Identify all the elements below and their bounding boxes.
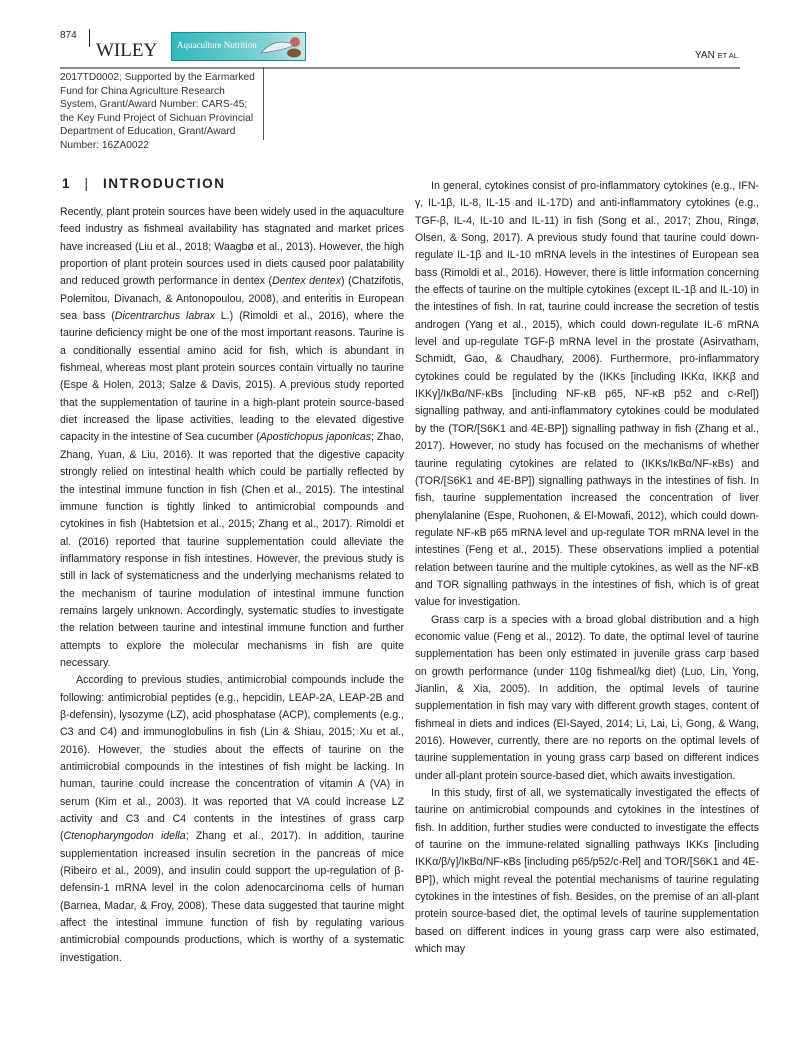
journal-logo <box>171 32 306 61</box>
species-name: Dentex dentex <box>272 275 341 288</box>
species-name: Dicentrarchus labrax <box>114 310 215 323</box>
species-name: Apostichopus japonicas <box>259 431 372 444</box>
body-paragraph <box>60 204 404 672</box>
body-paragraph <box>415 785 759 958</box>
page-number: 874 <box>60 30 77 41</box>
right-column <box>415 178 759 958</box>
paragraph-text: According to previous studies, antimicrobial compounds include the following: antimicrobial peptides (e.g., hepcidin, LEAP-2A, LEAP-2B and β-defensin), lysozyme (LZ), acid phosphatase (ACP), complements (e.g., C3 and C4) and immunoglobulins in fish (Lin & Shiau, 2015; Xu et al., 2016). However, the studies about the effects of taurine on the antimicrobial compounds in the intestines of fish might be lacking. In human, taurine could increase the concentration of vitamin A (VA) in serum (Kim et al., 2003). It was reported that VA could increase LZ activity and C3 and C4 contents in the intestines of grass carp ( <box>60 674 404 843</box>
section-number: 1 <box>62 176 72 191</box>
paragraph-text: ) (Chatzifotis, Polemitou, Divanach, & Antonopoulou, 2008), and enteritis in European sea bass ( <box>60 275 404 323</box>
body-paragraph <box>415 612 759 785</box>
section-heading <box>62 176 226 192</box>
funding-divider <box>263 67 264 140</box>
funding-information: 2017TD0002; Supported by the Earmarked Fund for China Agriculture Research System, Grant/Award Number: CARS-45; the Key Fund Project of Sichuan Provincial Department of Education, Grant/Award Number: 16ZA0022 <box>60 72 255 151</box>
left-column <box>60 204 404 967</box>
running-head-author: YAN <box>695 50 715 61</box>
paragraph-text: ; Zhao, Zhang, Yuan, & Liu, 2016). It was reported that the digestive capacity strongly relied on intestinal health which could be partially reflected by the intestinal immune function in fish (Chen et al., 2015). The intestinal immune function is tightly linked to antimicrobial compounds and cytokines in fish (Habtetsion et al., 2015; Zhang et al., 2017). Rimoldi et al. (2016) reported that taurine supplementation could alleviate the inflammatory response in fish intestines. However, the previous study is still in lack of systematicness and the underlying mechanisms related to the mechanism of taurine modulation of intestinal immune function remains largely unknown. Accordingly, systematic studies to investigate the relation between taurine and intestinal immune function and further attempts to explore the molecular mechanisms in fish are quite necessary. <box>60 431 405 669</box>
journal-logo-text: Aquaculture Nutrition <box>177 40 257 50</box>
paragraph-text: Grass carp is a species with a broad global distribution and a high economic value (Feng et al., 2012). To date, the optimal level of taurine supplementation has been only estimated in juvenile grass carp based on growth performance (under 110g fishmeal/kg diet) (Luo, Lin, Yong, Jianlin, & Xia, 2005). In addition, the optimal levels of taurine supplementation in fish may vary with different growth stages, content of fishmeal in diets and indices (El-Sayed, 2014; Li, Lai, Li, Gong, & Wang, 2016). However, currently, there are no reports on the optimal levels of taurine supplementation in young grass carp based on different indices under all-plant protein source-based diet, which awaits investigation. <box>415 613 759 782</box>
fish-icon <box>259 35 303 58</box>
section-separator: | <box>84 176 90 191</box>
running-head <box>695 50 740 61</box>
body-paragraph <box>415 178 759 612</box>
paragraph-text: In this study, first of all, we systematically investigated the effects of taurine on antimicrobial compounds and cytokines in the intestines of fish. In addition, further studies were conducted to investigate the effects of taurine on the immune-related signalling pathways IKKs [including IKKα/β/γ]/IκBα/NF-κBs [including p65/p52/c-Rel] and TOR/[S6K1 and 4E-BP]), which might reveal the potential mechanisms of taurine regulating cytokines in the intestines of fish. Besides, on the premise of an all-plant protein source-based diet, the optimal levels of taurine supplementation based on different indices in young grass carp were also estimated, which may <box>415 787 759 956</box>
section-title: INTRODUCTION <box>102 176 226 191</box>
running-head-etal: ET AL. <box>717 51 740 60</box>
body-paragraph <box>60 672 404 967</box>
paragraph-text: ; Zhang et al., 2017). In addition, taurine supplementation increased insulin secretion in the pancreas of mice (Ribeiro et al., 2009), and insulin could support the up-regulation of β-defensin-1 mRNA level in the colon adenocarcinoma cells of human (Barnea, Madar, & Froy, 2008). These data suggested that taurine might affect the intestinal immune function of fish by regulating various antimicrobial compounds productions, which is worthy of a systematic investigation. <box>60 830 404 964</box>
header-rule <box>60 67 740 69</box>
paragraph-text: L.) (Rimoldi et al., 2016), where the taurine deficiency might be one of the most important reasons. Taurine is a conditionally essential amino acid for fish, which is abundant in fishmeal, whereas most plant protein sources contain virtually no taurine (Espe & Holen, 2013; Salze & Davis, 2015). A previous study reported that the supplementation of taurine in a high-plant protein source-based diet increased the lipase activities, leading to the elevated digestive capacity in the intestine of Sea cucumber ( <box>60 310 404 444</box>
paragraph-text: Recently, plant protein sources have been widely used in the aquaculture feed industry as fishmeal availability has stagnated and market prices have increased (Liu et al., 2018; Waagbø et al., 2013). However, the high proportion of plant protein sources used in diets caused poor palatability and reduced growth performance in dentex ( <box>60 206 404 288</box>
header-divider <box>89 29 90 47</box>
species-name: Ctenopharyngodon idella <box>63 830 186 843</box>
paragraph-text: In general, cytokines consist of pro-inflammatory cytokines (e.g., IFN-γ, IL-1β, IL-8, IL-15 and IL-17D) and anti-inflammatory cytokines (e.g., TGF-β, IL-4, IL-10 and IL-11) in fish (Song et al., 2017; Zhou, Ringø, Olsen, & Song, 2017). A previous study found that taurine could down-regulate IL-1β and IL-10 mRNA levels in the intestines of European sea bass (Rimoldi et al., 2016). However, there is little information concerning the effects of taurine on the multiple cytokines (except IL-1β and IL-10) in the intestines of fish. In rat, taurine could increase the secretion of testis androgen (Yang et al., 2015), which could down-regulate IL-6 mRNA level and up-regulate TGF-β mRNA level in the prostate (Asirvatham, Schmidt, Gao, & Chaudhary, 2006). Furthermore, pro-inflammatory cytokines could be regulated by the (IKKs [including IKKα, IKKβ and IKKγ]/IκBα/NF-κBs [including NF-κB p65, NF-κB p52 and c-Rel]) signalling pathway, and anti-inflammatory cytokines could be modulated by the (TOR/[S6K1 and 4E-BP]) signalling pathway in fish (Zhang et al., 2017). However, no study has focused on the mechanisms of whether taurine regulating cytokines are related to (IKKs/IκBα/NF-κBs) and (TOR/[S6K1 and 4E-BP]) signalling pathways in the intestines of fish. In fish, taurine supplementation increased the concentration of liver phenylalanine (Espe, Ruohonen, & El-Mowafi, 2012), which could down-regulate NF-κB p65 mRNA level and up-regulate TOR mRNA level in the intestines (Feng et al., 2015). These observations implied a potential relation between taurine and the multiple cytokines, as well as the NF-κB and TOR signalling pathways in the intestines of fish, which is of great value for investigation. <box>415 180 759 609</box>
publisher-logo: WILEY <box>96 40 160 62</box>
